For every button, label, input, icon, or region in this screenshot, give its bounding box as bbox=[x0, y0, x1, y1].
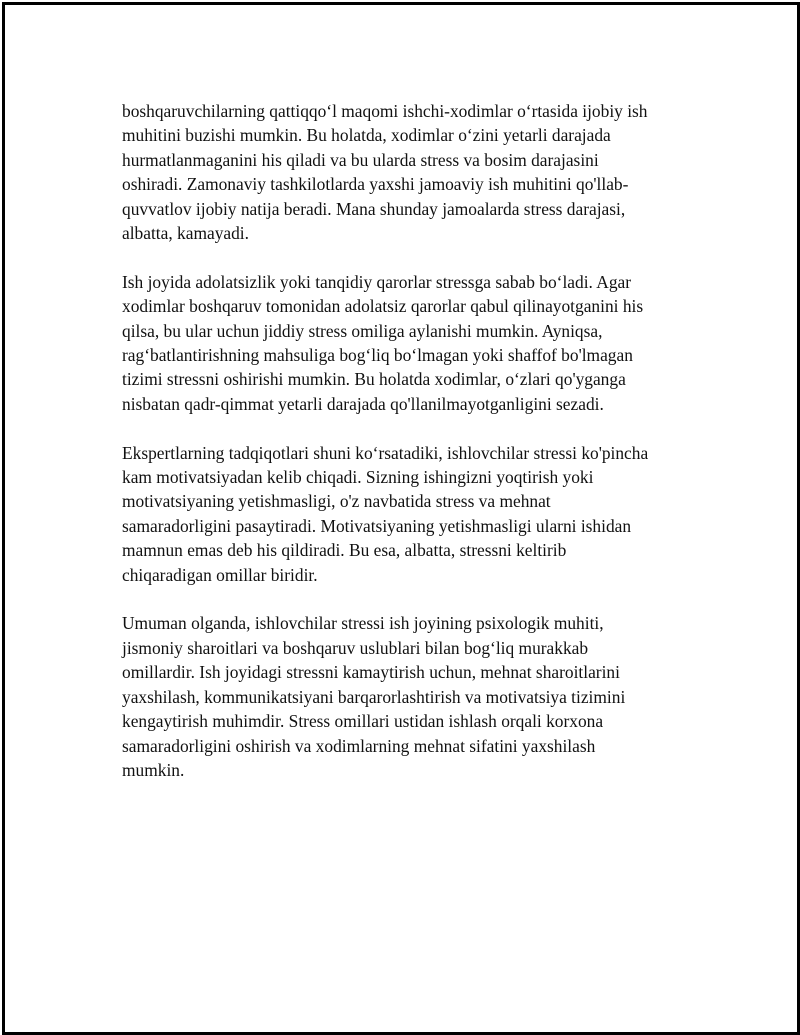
text-line: jismoniy sharoitlari va boshqaruv uslublari bilan bog‘liq murakkab bbox=[122, 637, 589, 658]
text-line: hurmatlanmaganini his qiladi va bu ularda stress va bosim darajasini bbox=[122, 149, 599, 170]
paragraph-2 bbox=[122, 270, 694, 416]
text-line: Ekspertlarning tadqiqotlari shuni ko‘rsatadiki, ishlovchilar stressi ko'pincha bbox=[122, 442, 649, 463]
paragraph-3 bbox=[122, 441, 694, 587]
text-line: rag‘batlantirishning mahsuliga bog‘liq bo‘lmagan yoki shaffof bo'lmagan bbox=[122, 345, 633, 366]
text-line: albatta, kamayadi. bbox=[122, 223, 249, 244]
text-line: kam motivatsiyadan kelib chiqadi. Sizning ishingizni yoqtirish yoki bbox=[122, 467, 594, 488]
paragraph-4 bbox=[122, 611, 694, 782]
text-line: tizimi stressni oshirishi mumkin. Bu holatda xodimlar, o‘zlari qo'yganga bbox=[122, 369, 626, 390]
text-line: quvvatlov ijobiy natija beradi. Mana shunday jamoalarda stress darajasi, bbox=[122, 198, 626, 219]
text-line: qilsa, bu ular uchun jiddiy stress omiliga aylanishi mumkin. Ayniqsa, bbox=[122, 320, 603, 341]
text-line: samaradorligini pasaytiradi. Motivatsiyaning yetishmasligi ularni ishidan bbox=[122, 515, 632, 536]
text-line: mumkin. bbox=[122, 759, 185, 780]
paragraph-1 bbox=[122, 99, 694, 245]
text-line: nisbatan qadr-qimmat yetarli darajada qo'llanilmayotganligini sezadi. bbox=[122, 393, 604, 414]
text-line: omillardir. Ish joyidagi stressni kamaytirish uchun, mehnat sharoitlarini bbox=[122, 662, 620, 683]
text-line: oshiradi. Zamonaviy tashkilotlarda yaxshi jamoaviy ish muhitini qo'llab- bbox=[122, 174, 629, 195]
text-line: chiqaradigan omillar biridir. bbox=[122, 564, 318, 585]
text-line: Ish joyida adolatsizlik yoki tanqidiy qarorlar stressga sabab bo‘ladi. Agar bbox=[122, 271, 632, 292]
text-line: Umuman olganda, ishlovchilar stressi ish joyining psixologik muhiti, bbox=[122, 613, 604, 634]
document-body bbox=[122, 99, 694, 807]
text-line: samaradorligini oshirish va xodimlarning mehnat sifatini yaxshilash bbox=[122, 735, 596, 756]
text-line: boshqaruvchilarning qattiqqo‘l maqomi ishchi-xodimlar o‘rtasida ijobiy ish bbox=[122, 101, 648, 121]
page-frame bbox=[2, 2, 800, 1035]
text-line: mamnun emas deb his qildiradi. Bu esa, albatta, stressni keltirib bbox=[122, 540, 567, 561]
text-line: muhitini buzishi mumkin. Bu holatda, xodimlar o‘zini yetarli darajada bbox=[122, 125, 611, 146]
text-line: kengaytirish muhimdir. Stress omillari ustidan ishlash orqali korxona bbox=[122, 711, 604, 732]
text-line: yaxshilash, kommunikatsiyani barqarorlashtirish va motivatsiya tizimini bbox=[122, 686, 626, 707]
text-line: motivatsiyaning yetishmasligi, o'z navbatida stress va mehnat bbox=[122, 491, 551, 512]
text-line: xodimlar boshqaruv tomonidan adolatsiz qarorlar qabul qilinayotganini his bbox=[122, 296, 644, 317]
